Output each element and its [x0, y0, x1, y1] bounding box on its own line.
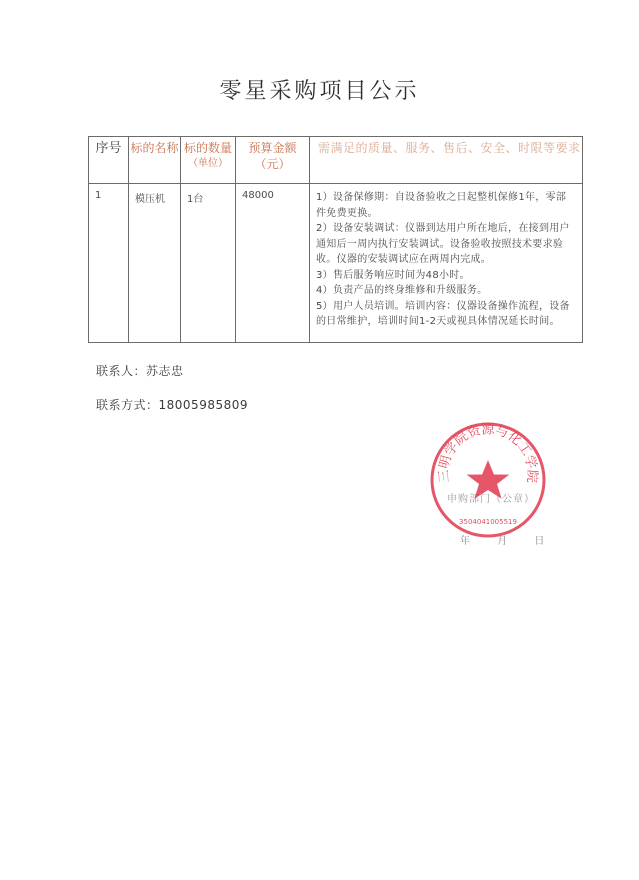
table-row: [89, 184, 583, 343]
contact-person-label: 联系人：: [96, 364, 147, 378]
header-requirements: 需满足的质量、服务、售后、安全、时限等要求: [310, 137, 583, 184]
date-month: 月: [497, 536, 508, 547]
header-seq: 序号: [89, 137, 129, 184]
page-title: 零星采购项目公示: [219, 79, 420, 104]
requirement-item: 1）设备保修期：自设备验收之日起整机保修1年，零部件免费更换。: [316, 192, 567, 219]
table-header-row: [89, 137, 583, 184]
date-day: 日: [534, 536, 545, 547]
requirement-item: 5）用户人员培训。培训内容：仪器设备操作流程，设备的日常维护，培训时间1-2天或视具体情况延长时间。: [316, 300, 570, 327]
header-budget: [236, 137, 310, 184]
official-seal-icon: [428, 420, 548, 540]
header-qty: [181, 137, 236, 184]
requirement-item: 3）售后服务响应时间为48小时。: [316, 269, 470, 281]
contact-method-label: 联系方式：: [96, 398, 159, 412]
requirement-item: 4）负责产品的终身维修和升级服务。: [316, 285, 488, 296]
cell-requirements: [310, 184, 583, 343]
cell-qty: 1台: [181, 184, 236, 343]
date-year: 年: [460, 536, 470, 547]
requirement-item: 2）设备安装调试：仪器到达用户所在地后，在接到用户通知后一周内执行安装调试。设备验收按照技术要求验收。仪器的安装调试应在两周内完成。: [316, 223, 570, 265]
contact-person: [96, 362, 184, 379]
svg-text:3504041005519: 3504041005519: [459, 518, 517, 526]
contact-phone-value: 18005985809: [158, 398, 248, 412]
cell-budget: 48000: [236, 184, 310, 343]
cell-seq: 1: [89, 184, 129, 343]
header-qty-unit: （单位）: [188, 158, 228, 169]
svg-text:三明学院资源与化工学院: 三明学院资源与化工学院: [436, 422, 540, 484]
header-budget-unit: （元）: [254, 157, 291, 171]
cell-name: 模压机: [129, 184, 181, 343]
contact-person-value: 苏志忠: [146, 364, 184, 378]
header-budget-label: 预算金额: [248, 141, 297, 155]
department-signature: 申购部门（公章）: [447, 494, 535, 505]
contact-method: [96, 396, 248, 413]
procurement-table: [88, 136, 583, 343]
header-qty-label: 标的数量: [183, 141, 232, 155]
header-name: 标的名称: [129, 137, 181, 184]
